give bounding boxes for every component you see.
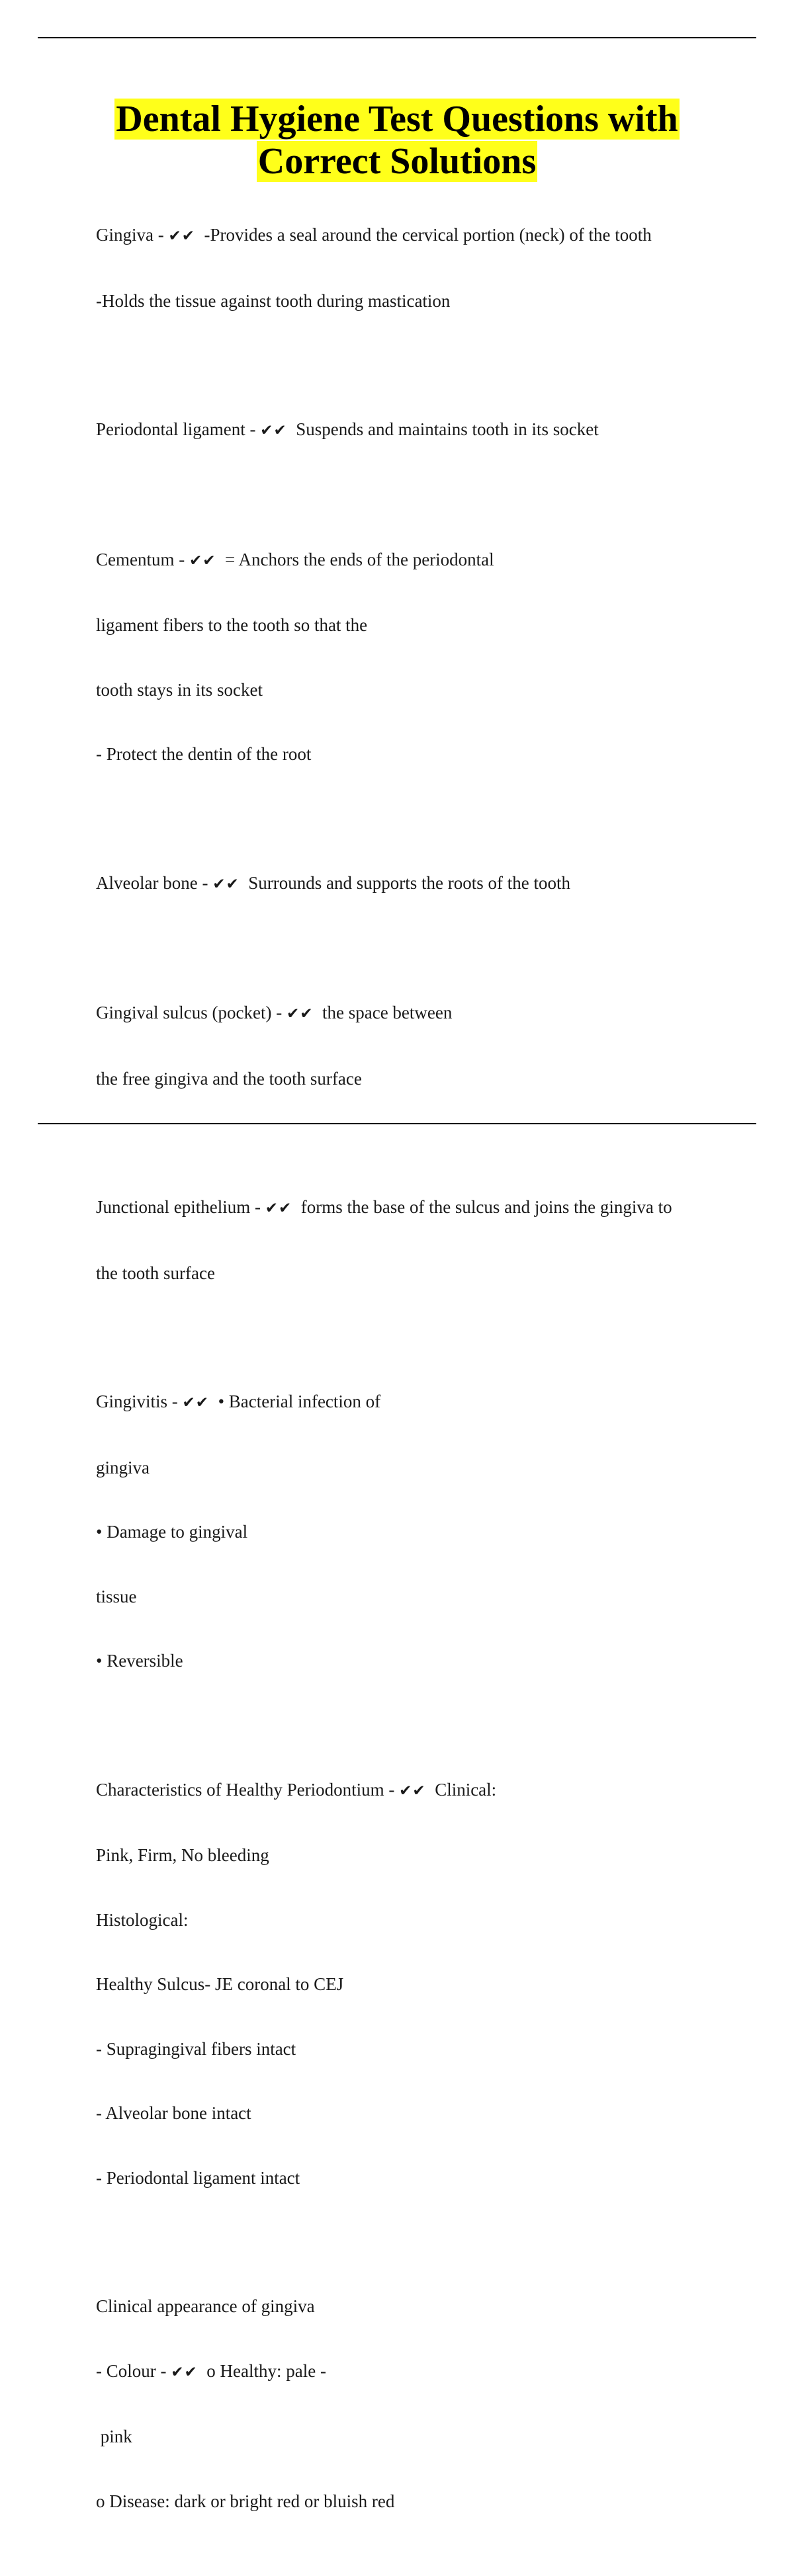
- answer: = Anchors the ends of the periodontal: [216, 549, 494, 569]
- term: Characteristics of Healthy Periodontium -: [96, 1779, 400, 1800]
- answer-line: pink: [96, 2427, 132, 2446]
- answer-line: o Disease: dark or bright red or bluish red: [96, 2491, 395, 2511]
- qa-first-line: [96, 224, 731, 247]
- answer: o Healthy: pale -: [197, 2360, 326, 2381]
- title-line-1: Dental Hygiene Test Questions with: [116, 99, 678, 140]
- double-check-icon: ✔✔: [182, 1394, 210, 1411]
- double-check-icon: ✔✔: [168, 228, 196, 245]
- double-check-icon: ✔✔: [260, 422, 287, 439]
- answer-line: tooth stays in its socket: [96, 679, 263, 700]
- answer-line: -Holds the tissue against tooth during mastication: [96, 290, 451, 311]
- term: Gingival sulcus (pocket) -: [96, 1003, 287, 1022]
- double-check-icon: ✔✔: [286, 1005, 314, 1022]
- term: Junctional epithelium -: [96, 1197, 265, 1217]
- qa-entry: [96, 1736, 731, 2232]
- answer-line: • Reversible: [96, 1651, 183, 1671]
- term: Alveolar bone -: [96, 872, 213, 893]
- answer-line: - Protect the dentin of the root: [96, 744, 312, 764]
- qa-entry: [96, 829, 731, 938]
- double-check-icon: ✔✔: [399, 1782, 426, 1800]
- answer-line: gingiva: [96, 1457, 150, 1477]
- answer-line: ligament fibers to the tooth so that the: [96, 615, 368, 635]
- qa-entry: [96, 376, 731, 485]
- answer: the space between: [313, 1003, 453, 1022]
- answer: Clinical:: [425, 1779, 497, 1800]
- qa-entry: [96, 1348, 731, 1715]
- qa-first-line: [96, 1002, 731, 1025]
- double-check-icon: ✔✔: [212, 875, 240, 893]
- qa-heading-line: Clinical appearance of gingiva: [96, 2296, 315, 2316]
- answer: forms the base of the sulcus and joins the gingiva to: [292, 1197, 672, 1217]
- bottom-rule: [38, 1123, 756, 1124]
- answer-line: tissue: [96, 1586, 137, 1606]
- qa-entry: [96, 1153, 731, 1327]
- qa-list: [96, 181, 731, 2576]
- answer: -Provides a seal around the cervical portion (neck) of the tooth: [195, 225, 652, 245]
- answer-line: - Periodontal ligament intact: [96, 2167, 300, 2188]
- qa-entry: [96, 2253, 731, 2555]
- answer: Surrounds and supports the roots of the tooth: [239, 872, 570, 893]
- answer-line: - Supragingival fibers intact: [96, 2038, 296, 2059]
- term: Cementum -: [96, 549, 189, 569]
- qa-first-line: [96, 549, 731, 572]
- double-check-icon: ✔✔: [265, 1200, 292, 1217]
- answer-line: Pink, Firm, No bleeding: [96, 1845, 269, 1865]
- qa-first-line: [96, 872, 731, 895]
- title-line-2: Correct Solutions: [257, 141, 537, 182]
- term: - Colour -: [96, 2360, 171, 2381]
- answer: • Bacterial infection of: [209, 1392, 381, 1411]
- term: Gingivitis -: [96, 1392, 183, 1411]
- term: Periodontal ligament -: [96, 419, 261, 439]
- answer-line: Healthy Sulcus- JE coronal to CEJ: [96, 1974, 344, 1994]
- page-title: [0, 98, 794, 183]
- answer-line: Histological:: [96, 1909, 189, 1930]
- answer: Suspends and maintains tooth in its socket: [287, 419, 599, 439]
- answer-line: the tooth surface: [96, 1263, 215, 1283]
- qa-first-line: [96, 1391, 731, 1414]
- answer-line: - Alveolar bone intact: [96, 2103, 251, 2123]
- term: Gingiva -: [96, 225, 169, 245]
- qa-first-line: [96, 419, 731, 442]
- qa-entry: [96, 959, 731, 1132]
- qa-first-line: [96, 1196, 731, 1220]
- qa-entry: [96, 506, 731, 808]
- answer-line: the free gingiva and the tooth surface: [96, 1068, 362, 1089]
- double-check-icon: ✔✔: [171, 2363, 198, 2381]
- top-rule: [38, 37, 756, 38]
- answer-line: • Damage to gingival: [96, 1522, 248, 1542]
- qa-first-line: [96, 1779, 731, 1802]
- qa-first-line: [96, 2360, 731, 2384]
- double-check-icon: ✔✔: [189, 552, 216, 569]
- qa-entry: [96, 181, 731, 354]
